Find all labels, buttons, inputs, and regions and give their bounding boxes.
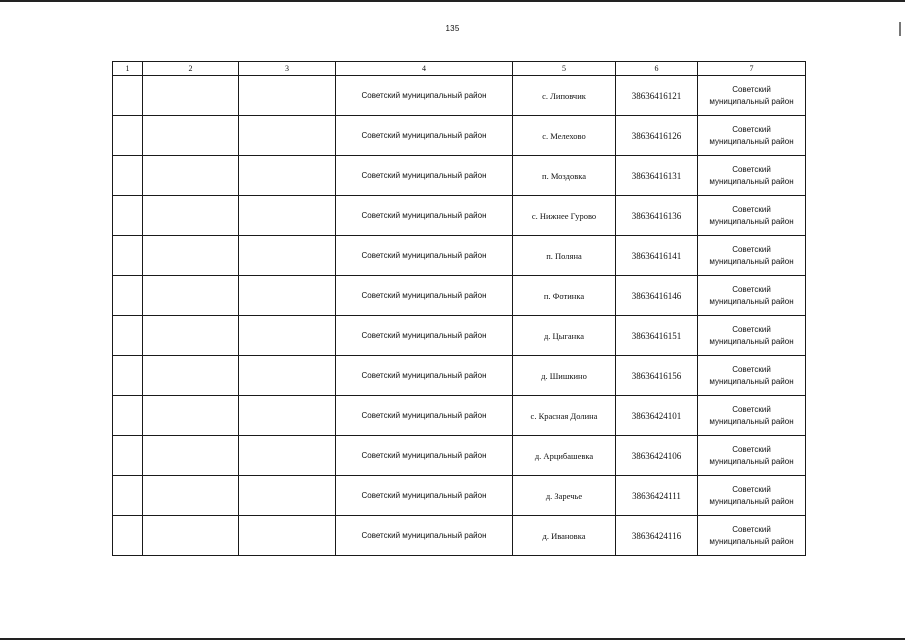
area-line-1: Советский bbox=[732, 364, 771, 374]
cell-col-2 bbox=[143, 396, 239, 436]
table-body bbox=[113, 76, 806, 556]
area-line-2: муниципальный район bbox=[709, 336, 794, 346]
cell-col-1 bbox=[113, 116, 143, 156]
cell-col-2 bbox=[143, 476, 239, 516]
table-row bbox=[113, 396, 806, 436]
cell-col-3 bbox=[239, 76, 336, 116]
area-line-2: муниципальный район bbox=[709, 256, 794, 266]
area-line-1: Советский bbox=[732, 124, 771, 134]
header-col-3: 3 bbox=[239, 62, 336, 76]
cell-municipal-area bbox=[698, 236, 806, 276]
cell-col-3 bbox=[239, 476, 336, 516]
cell-municipal-area bbox=[698, 276, 806, 316]
area-line-1: Советский bbox=[732, 524, 771, 534]
cell-locality: д. Ивановка bbox=[513, 516, 616, 556]
cell-district: Советский муниципальный район bbox=[336, 356, 513, 396]
cell-district: Советский муниципальный район bbox=[336, 236, 513, 276]
area-line-1: Советский bbox=[732, 324, 771, 334]
cell-oktmo-code: 38636416156 bbox=[616, 356, 698, 396]
cell-municipal-area bbox=[698, 316, 806, 356]
cell-col-2 bbox=[143, 516, 239, 556]
cell-locality: д. Цыганка bbox=[513, 316, 616, 356]
cell-oktmo-code: 38636416126 bbox=[616, 116, 698, 156]
cell-district: Советский муниципальный район bbox=[336, 476, 513, 516]
cell-municipal-area bbox=[698, 156, 806, 196]
cell-locality: п. Поляна bbox=[513, 236, 616, 276]
table-row bbox=[113, 436, 806, 476]
area-line-2: муниципальный район bbox=[709, 376, 794, 386]
cell-col-3 bbox=[239, 356, 336, 396]
area-line-1: Советский bbox=[732, 244, 771, 254]
cell-col-2 bbox=[143, 196, 239, 236]
cell-oktmo-code: 38636416141 bbox=[616, 236, 698, 276]
table-header bbox=[113, 62, 806, 76]
header-col-4: 4 bbox=[336, 62, 513, 76]
cell-district: Советский муниципальный район bbox=[336, 316, 513, 356]
cell-col-3 bbox=[239, 316, 336, 356]
cell-locality: д. Шишкино bbox=[513, 356, 616, 396]
cell-district: Советский муниципальный район bbox=[336, 76, 513, 116]
header-col-5: 5 bbox=[513, 62, 616, 76]
table-row bbox=[113, 316, 806, 356]
table-row bbox=[113, 76, 806, 116]
header-row bbox=[113, 62, 806, 76]
cell-municipal-area bbox=[698, 116, 806, 156]
area-line-1: Советский bbox=[732, 484, 771, 494]
cell-col-3 bbox=[239, 516, 336, 556]
cell-col-1 bbox=[113, 156, 143, 196]
top-border-line bbox=[0, 0, 905, 2]
cell-oktmo-code: 38636416146 bbox=[616, 276, 698, 316]
cell-col-2 bbox=[143, 76, 239, 116]
cell-municipal-area bbox=[698, 76, 806, 116]
cell-col-1 bbox=[113, 236, 143, 276]
cell-col-3 bbox=[239, 196, 336, 236]
cell-col-2 bbox=[143, 236, 239, 276]
table-row bbox=[113, 236, 806, 276]
cell-col-2 bbox=[143, 116, 239, 156]
area-line-1: Советский bbox=[732, 404, 771, 414]
area-line-2: муниципальный район bbox=[709, 136, 794, 146]
cell-col-3 bbox=[239, 436, 336, 476]
cell-locality: с. Липовчик bbox=[513, 76, 616, 116]
cell-locality: д. Арцибашевка bbox=[513, 436, 616, 476]
cell-oktmo-code: 38636424111 bbox=[616, 476, 698, 516]
cell-col-2 bbox=[143, 276, 239, 316]
cell-col-3 bbox=[239, 236, 336, 276]
cell-col-3 bbox=[239, 276, 336, 316]
table-row bbox=[113, 356, 806, 396]
cell-locality: с. Мелехово bbox=[513, 116, 616, 156]
cell-locality: п. Моздовка bbox=[513, 156, 616, 196]
cell-municipal-area bbox=[698, 196, 806, 236]
cell-col-1 bbox=[113, 196, 143, 236]
area-line-2: муниципальный район bbox=[709, 216, 794, 226]
cell-oktmo-code: 38636424101 bbox=[616, 396, 698, 436]
cell-col-1 bbox=[113, 396, 143, 436]
page-number: 135 bbox=[445, 24, 460, 33]
table-row bbox=[113, 276, 806, 316]
cell-oktmo-code: 38636416131 bbox=[616, 156, 698, 196]
cell-municipal-area bbox=[698, 516, 806, 556]
area-line-2: муниципальный район bbox=[709, 456, 794, 466]
cell-municipal-area bbox=[698, 476, 806, 516]
area-line-1: Советский bbox=[732, 444, 771, 454]
cell-oktmo-code: 38636424116 bbox=[616, 516, 698, 556]
table-row bbox=[113, 196, 806, 236]
area-line-1: Советский bbox=[732, 204, 771, 214]
cell-district: Советский муниципальный район bbox=[336, 156, 513, 196]
header-col-2: 2 bbox=[143, 62, 239, 76]
cell-locality: с. Красная Долина bbox=[513, 396, 616, 436]
cell-col-1 bbox=[113, 276, 143, 316]
table-row bbox=[113, 116, 806, 156]
area-line-1: Советский bbox=[732, 84, 771, 94]
cell-municipal-area bbox=[698, 436, 806, 476]
area-line-2: муниципальный район bbox=[709, 496, 794, 506]
table-row bbox=[113, 516, 806, 556]
cell-oktmo-code: 38636416151 bbox=[616, 316, 698, 356]
cell-locality: с. Нижнее Гурово bbox=[513, 196, 616, 236]
cell-district: Советский муниципальный район bbox=[336, 516, 513, 556]
area-line-2: муниципальный район bbox=[709, 296, 794, 306]
cell-oktmo-code: 38636424106 bbox=[616, 436, 698, 476]
header-col-6: 6 bbox=[616, 62, 698, 76]
cell-col-3 bbox=[239, 156, 336, 196]
area-line-2: муниципальный район bbox=[709, 416, 794, 426]
header-col-7: 7 bbox=[698, 62, 806, 76]
cell-col-2 bbox=[143, 156, 239, 196]
area-line-2: муниципальный район bbox=[709, 536, 794, 546]
cell-district: Советский муниципальный район bbox=[336, 276, 513, 316]
cell-municipal-area bbox=[698, 356, 806, 396]
cell-district: Советский муниципальный район bbox=[336, 436, 513, 476]
table-row bbox=[113, 476, 806, 516]
cell-locality: д. Заречье bbox=[513, 476, 616, 516]
cell-locality: п. Фотинка bbox=[513, 276, 616, 316]
area-line-2: муниципальный район bbox=[709, 176, 794, 186]
area-line-2: муниципальный район bbox=[709, 96, 794, 106]
cell-col-3 bbox=[239, 396, 336, 436]
cell-district: Советский муниципальный район bbox=[336, 196, 513, 236]
area-line-1: Советский bbox=[732, 164, 771, 174]
cell-col-1 bbox=[113, 316, 143, 356]
header-col-1: 1 bbox=[113, 62, 143, 76]
cell-col-1 bbox=[113, 356, 143, 396]
cell-col-1 bbox=[113, 516, 143, 556]
cell-col-2 bbox=[143, 356, 239, 396]
cell-col-2 bbox=[143, 316, 239, 356]
cell-municipal-area bbox=[698, 396, 806, 436]
registry-table bbox=[112, 61, 806, 556]
table-row bbox=[113, 156, 806, 196]
cell-col-1 bbox=[113, 76, 143, 116]
cell-oktmo-code: 38636416121 bbox=[616, 76, 698, 116]
cell-oktmo-code: 38636416136 bbox=[616, 196, 698, 236]
cell-col-2 bbox=[143, 436, 239, 476]
cell-col-1 bbox=[113, 436, 143, 476]
area-line-1: Советский bbox=[732, 284, 771, 294]
cell-district: Советский муниципальный район bbox=[336, 396, 513, 436]
cell-col-1 bbox=[113, 476, 143, 516]
cell-col-3 bbox=[239, 116, 336, 156]
cell-district: Советский муниципальный район bbox=[336, 116, 513, 156]
